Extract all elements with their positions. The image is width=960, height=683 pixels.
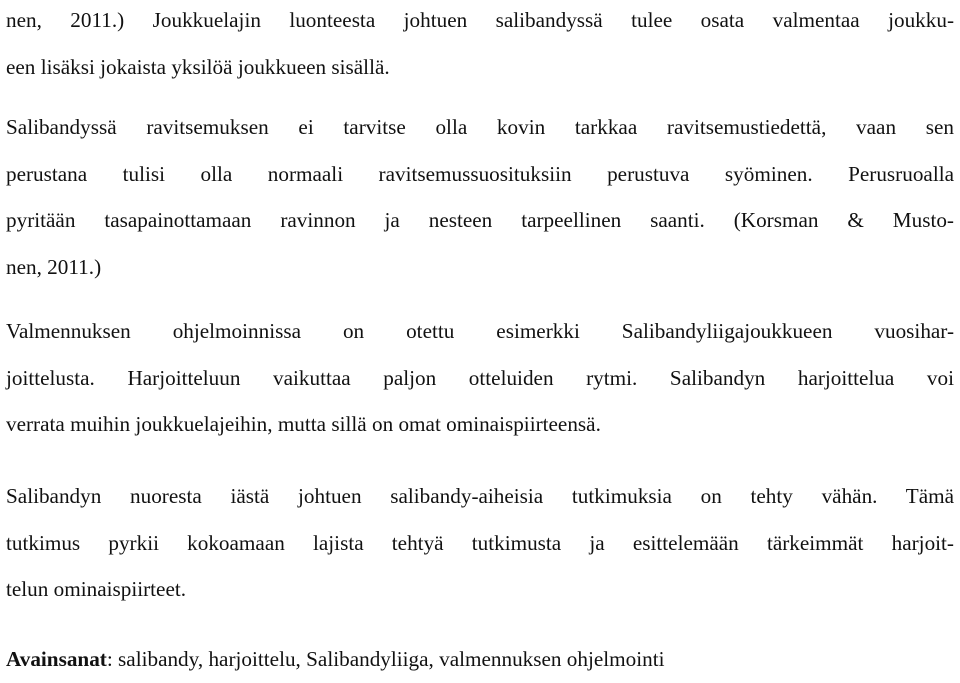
- text-line: nen, 2011.) Joukkuelajin luonteesta johtuen salibandyssä tulee osata valmentaa joukku-: [6, 8, 954, 32]
- text-line: Valmennuksen ohjelmoinnissa on otettu esimerkki Salibandyliigajoukkueen vuosihar-: [6, 319, 954, 343]
- keywords-text: salibandy, harjoittelu, Salibandyliiga, valmennuksen ohjelmointi: [118, 647, 665, 671]
- paragraph-nutrition: [6, 104, 954, 290]
- text-line: Salibandyn nuoresta iästä johtuen salibandy-aiheisia tutkimuksia on tehty vähän. Tämä: [6, 484, 954, 508]
- paragraph-programming: [6, 308, 954, 448]
- text-line: Salibandyssä ravitsemuksen ei tarvitse olla kovin tarkkaa ravitsemustiedettä, vaan sen: [6, 115, 954, 139]
- text-line: een lisäksi jokaista yksilöä joukkueen sisällä.: [6, 54, 390, 79]
- paragraph-research: [6, 473, 954, 613]
- text-line: verrata muihin joukkuelajeihin, mutta sillä on omat ominaispiirteensä.: [6, 412, 601, 436]
- keywords-separator: :: [106, 647, 119, 671]
- text-line: joittelusta. Harjoitteluun vaikuttaa paljon otteluiden rytmi. Salibandyn harjoittelua voi: [6, 365, 954, 390]
- keywords-label: Avainsanat: [6, 647, 107, 671]
- text-line: perustana tulisi olla normaali ravitsemussuosituksiin perustuva syöminen. Perusruoalla: [6, 161, 954, 186]
- text-line: pyritään tasapainottamaan ravinnon ja nesteen tarpeellinen saanti. (Korsman & Musto-: [6, 208, 954, 232]
- text-line: nen, 2011.): [6, 254, 102, 279]
- paragraph-intro-continuation: [6, 0, 954, 90]
- text-line: tutkimus pyrkii kokoamaan lajista tehtyä tutkimusta ja esittelemään tärkeimmät harjoit-: [6, 530, 954, 555]
- text-line: telun ominaispiirteet.: [6, 577, 187, 601]
